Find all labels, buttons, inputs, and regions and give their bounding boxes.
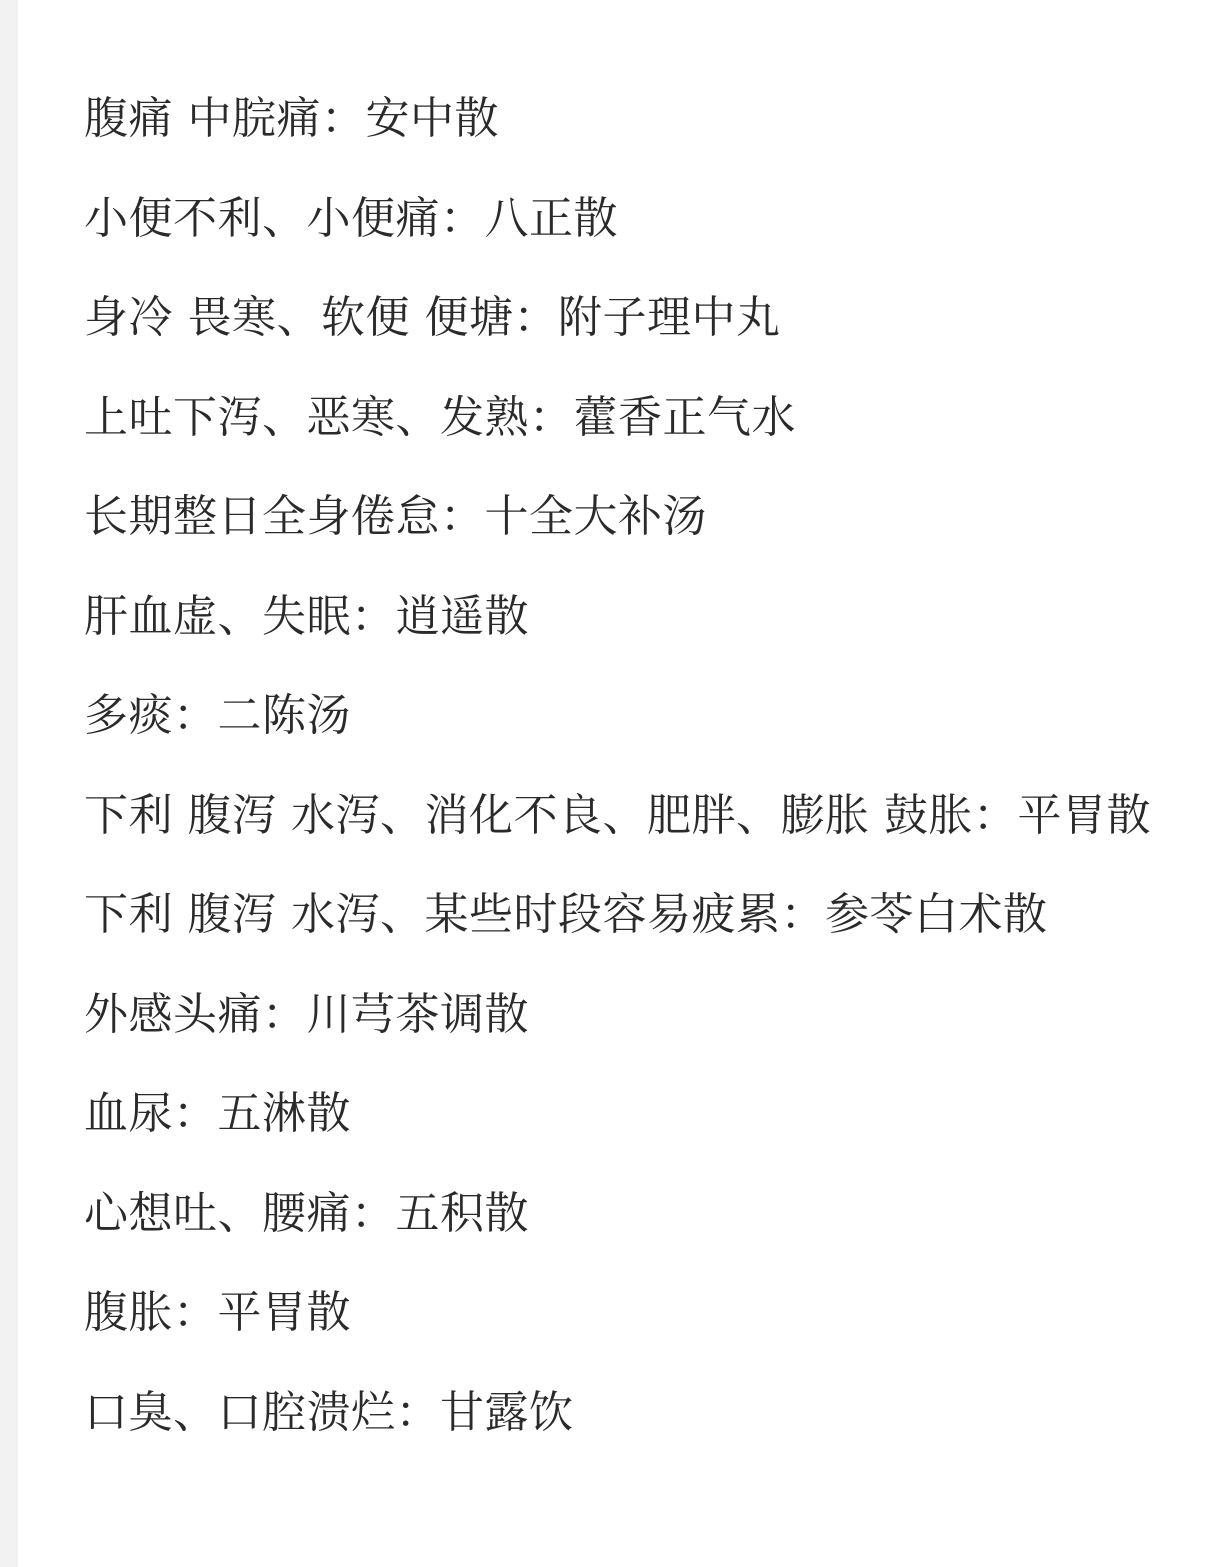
remedy-line: 下利 腹泻 水泻、某些时段容易疲累：参苓白术散 xyxy=(84,889,1048,940)
remedy-line: 口臭、口腔溃烂：甘露饮 xyxy=(84,1386,574,1438)
remedy-line: 身冷 畏寒、软便 便塘：附子理中丸 xyxy=(84,292,781,343)
document-page xyxy=(18,0,1228,1567)
remedy-line: 上吐下泻、恶寒、发熟：藿香正气水 xyxy=(84,391,796,443)
remedy-line: 下利 腹泻 水泻、消化不良、肥胖、膨胀 鼓胀：平胃散 xyxy=(84,789,1151,841)
remedy-line: 外感头痛：川芎茶调散 xyxy=(84,988,529,1040)
remedy-line: 腹胀：平胃散 xyxy=(84,1287,351,1338)
remedy-line: 腹痛 中脘痛：安中散 xyxy=(84,93,499,144)
remedy-line: 长期整日全身倦怠：十全大补汤 xyxy=(84,491,707,542)
remedy-list xyxy=(84,69,1151,1462)
remedy-line: 多痰：二陈汤 xyxy=(84,690,351,741)
remedy-line: 血尿：五淋散 xyxy=(84,1088,351,1139)
remedy-line: 心想吐、腰痛：五积散 xyxy=(84,1187,529,1239)
remedy-line: 肝血虚、失眠：逍遥散 xyxy=(84,590,529,642)
remedy-line: 小便不利、小便痛：八正散 xyxy=(84,192,618,244)
